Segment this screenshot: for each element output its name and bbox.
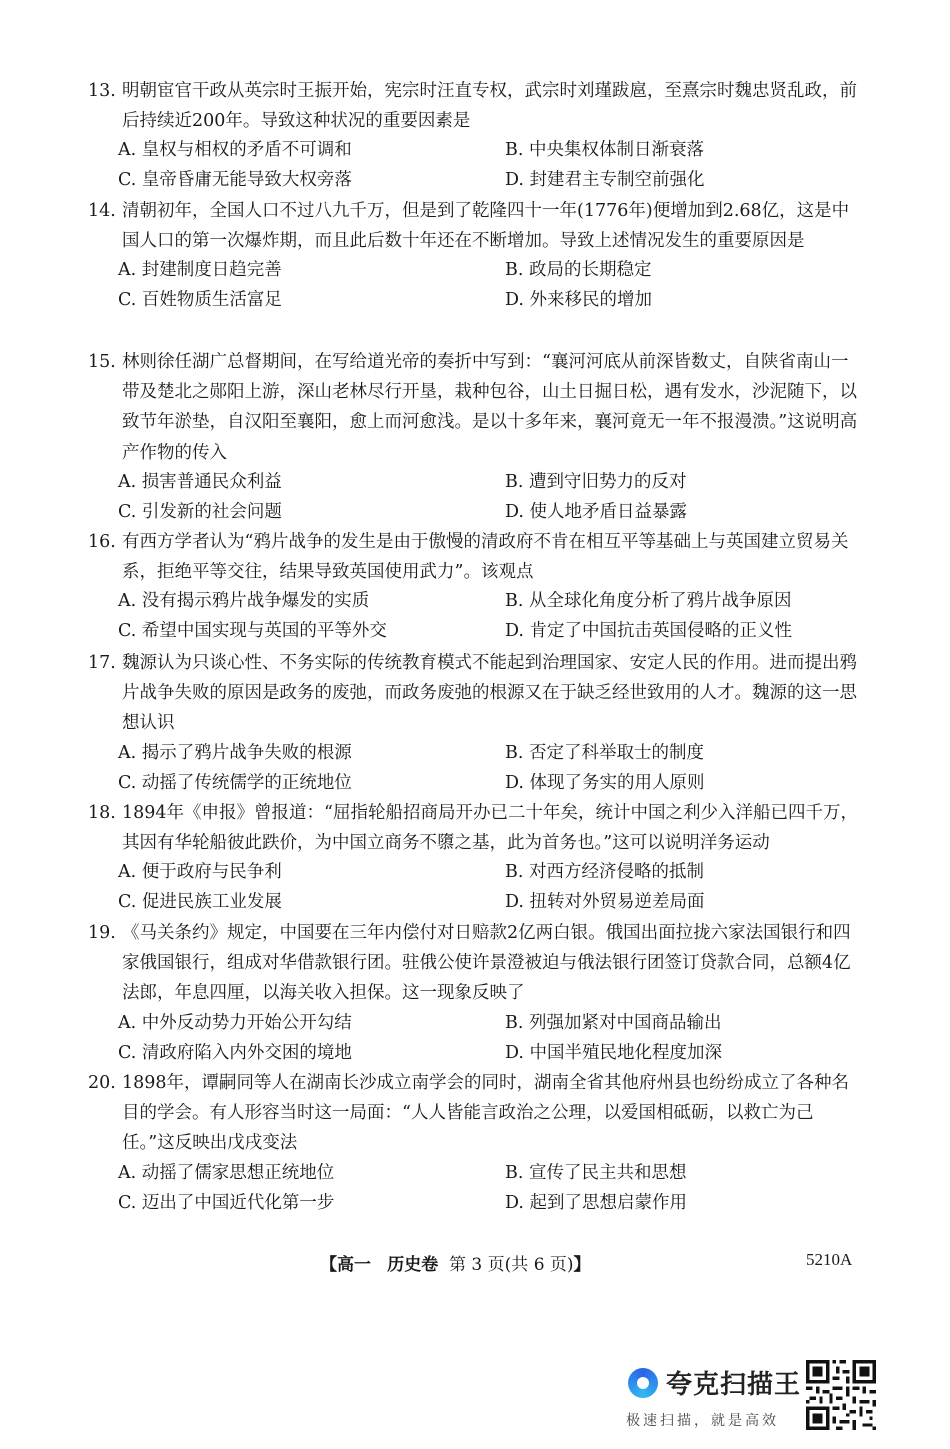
question-text: 1894年《申报》曾报道：“屈指轮船招商局开办已二十年矣，统计中国之利少入洋船已四千万，其因有华轮船彼此跌价，为中国立商务不隳之基，此为首务也。”这可以说明洋务运动 bbox=[122, 803, 858, 854]
option-d: D. 起到了思想启蒙作用 bbox=[505, 1192, 688, 1213]
question-stem bbox=[0, 196, 950, 256]
question-options bbox=[0, 1009, 950, 1069]
option-b: B. 列强加紧对中国商品输出 bbox=[505, 1012, 722, 1033]
footer-exam-code: 5210A bbox=[806, 1250, 853, 1269]
question-number: 20. bbox=[88, 1073, 116, 1093]
option-d: D. 使人地矛盾日益暴露 bbox=[505, 501, 688, 522]
question-text: 1898年，谭嗣同等人在湖南长沙成立南学会的同时，湖南全省其他府州县也纷纷成立了各种名目的学会。有人形容当时这一局面：“人人皆能言政治之公理，以爱国相砥砺，以救亡为己任。”这反映出戊戌变法 bbox=[122, 1073, 850, 1154]
option-b: B. 政局的长期稳定 bbox=[505, 260, 652, 281]
question-18 bbox=[0, 798, 950, 918]
option-c: C. 希望中国实现与英国的平等外交 bbox=[118, 621, 387, 642]
option-a: A. 皇权与相权的矛盾不可调和 bbox=[118, 140, 352, 161]
question-stem bbox=[0, 918, 950, 1009]
question-options bbox=[0, 1159, 950, 1219]
question-stem bbox=[0, 1068, 950, 1159]
scanner-brand-name: 夸克扫描王 bbox=[666, 1370, 802, 1400]
question-19 bbox=[0, 918, 950, 1069]
option-a: A. 封建制度日趋完善 bbox=[118, 260, 282, 281]
option-c: C. 清政府陷入内外交困的境地 bbox=[118, 1042, 352, 1063]
question-stem bbox=[0, 347, 950, 468]
option-d: D. 封建君主专制空前强化 bbox=[505, 170, 705, 191]
question-text: 林则徐任湖广总督期间，在写给道光帝的奏折中写到：“襄河河底从前深皆数丈，自陕省南山一带及楚北之郧阳上游，深山老林尽行开垦，栽种包谷，山土日掘日松，遇有发水，沙泥随下，以致节年淤垫，自汉阳至襄阳，愈上而河愈浅。是以十多年来，襄河竟无一年不报漫溃。”这说明高产作物的传入 bbox=[122, 352, 858, 463]
question-13 bbox=[0, 76, 950, 196]
option-c: C. 皇帝昏庸无能导致大权旁落 bbox=[118, 170, 352, 191]
option-c: C. 百姓物质生活富足 bbox=[118, 290, 282, 311]
footer-grade: 高一 bbox=[337, 1255, 371, 1275]
question-options bbox=[0, 256, 950, 316]
qr-code-icon bbox=[806, 1360, 876, 1430]
question-stem bbox=[0, 76, 950, 136]
question-stem bbox=[0, 648, 950, 739]
question-17 bbox=[0, 648, 950, 799]
question-number: 14. bbox=[88, 201, 116, 221]
question-text: 清朝初年，全国人口不过八九千万，但是到了乾隆四十一年(1776年)便增加到2.68亿，这是中国人口的第一次爆炸期，而且此后数十年还在不断增加。导致上述情况发生的重要原因是 bbox=[122, 201, 850, 252]
question-options bbox=[0, 587, 950, 647]
option-a: A. 动摇了儒家思想正统地位 bbox=[118, 1162, 335, 1183]
question-options bbox=[0, 739, 950, 799]
option-a: A. 揭示了鸦片战争失败的根源 bbox=[118, 742, 352, 763]
question-options bbox=[0, 136, 950, 196]
footer-page-info bbox=[320, 1250, 591, 1275]
question-text: 魏源认为只谈心性、不务实际的传统教育模式不能起到治理国家、安定人民的作用。进而提出鸦片战争失败的原因是政务的废弛，而政务废弛的根源又在于缺乏经世致用的人才。魏源的这一思想认识 bbox=[122, 653, 857, 734]
option-d: D. 体现了务实的用人原则 bbox=[505, 772, 705, 793]
question-15 bbox=[0, 347, 950, 528]
option-b: B. 宣传了民主共和思想 bbox=[505, 1162, 687, 1183]
question-14 bbox=[0, 196, 950, 316]
scanner-slogan: 极速扫描，就是高效 bbox=[626, 1413, 779, 1429]
option-a: A. 中外反动势力开始公开勾结 bbox=[118, 1012, 352, 1033]
question-options bbox=[0, 468, 950, 528]
question-text: 明朝宦官干政从英宗时王振开始，宪宗时汪直专权，武宗时刘瑾跋扈，至熹宗时魏忠贤乱政，前后持续近200年。导致这种状况的重要因素是 bbox=[122, 81, 857, 132]
option-a: A. 损害普通民众利益 bbox=[118, 471, 282, 492]
option-b: B. 否定了科举取士的制度 bbox=[505, 742, 704, 763]
question-number: 15. bbox=[88, 352, 116, 372]
question-text: 有西方学者认为“鸦片战争的发生是由于傲慢的清政府不肯在相互平等基础上与英国建立贸易关系，拒绝平等交往，结果导致英国使用武力”。该观点 bbox=[122, 532, 849, 583]
option-c: C. 促进民族工业发展 bbox=[118, 892, 282, 913]
option-d: D. 外来移民的增加 bbox=[505, 290, 653, 311]
option-c: C. 迈出了中国近代化第一步 bbox=[118, 1192, 335, 1213]
question-20 bbox=[0, 1068, 950, 1219]
question-text: 《马关条约》规定，中国要在三年内偿付对日赔款2亿两白银。俄国出面拉拢六家法国银行和四家俄国银行，组成对华借款银行团。驻俄公使许景澄被迫与俄法银行团签订贷款合同，总额4亿法郎，年息四厘，以海关收入担保。这一现象反映了 bbox=[122, 923, 851, 1004]
question-number: 18. bbox=[88, 803, 116, 823]
option-b: B. 从全球化角度分析了鸦片战争原因 bbox=[505, 591, 792, 612]
option-d: D. 扭转对外贸易逆差局面 bbox=[505, 892, 705, 913]
option-c: C. 引发新的社会问题 bbox=[118, 501, 282, 522]
question-stem bbox=[0, 527, 950, 587]
question-options bbox=[0, 858, 950, 918]
footer-bracket-close: 】 bbox=[573, 1255, 591, 1275]
footer-bracket-open: 【 bbox=[320, 1255, 337, 1275]
footer-subject: 历史卷 bbox=[387, 1255, 439, 1275]
question-stem bbox=[0, 798, 950, 858]
question-number: 17. bbox=[88, 653, 116, 673]
option-a: A. 没有揭示鸦片战争爆发的实质 bbox=[118, 591, 370, 612]
option-b: B. 遭到守旧势力的反对 bbox=[505, 471, 687, 492]
option-d: D. 肯定了中国抗击英国侵略的正义性 bbox=[505, 621, 793, 642]
question-number: 13. bbox=[88, 81, 116, 101]
option-a: A. 便于政府与民争利 bbox=[118, 862, 282, 883]
scanner-watermark bbox=[624, 1362, 804, 1432]
scanner-logo-icon bbox=[628, 1368, 658, 1398]
footer-page-number: 第 3 页(共 6 页) bbox=[449, 1255, 574, 1275]
question-number: 19. bbox=[88, 923, 116, 943]
option-b: B. 中央集权体制日渐衰落 bbox=[505, 140, 704, 161]
option-d: D. 中国半殖民地化程度加深 bbox=[505, 1042, 723, 1063]
option-c: C. 动摇了传统儒学的正统地位 bbox=[118, 772, 352, 793]
question-16 bbox=[0, 527, 950, 647]
option-b: B. 对西方经济侵略的抵制 bbox=[505, 862, 704, 883]
question-number: 16. bbox=[88, 532, 116, 552]
